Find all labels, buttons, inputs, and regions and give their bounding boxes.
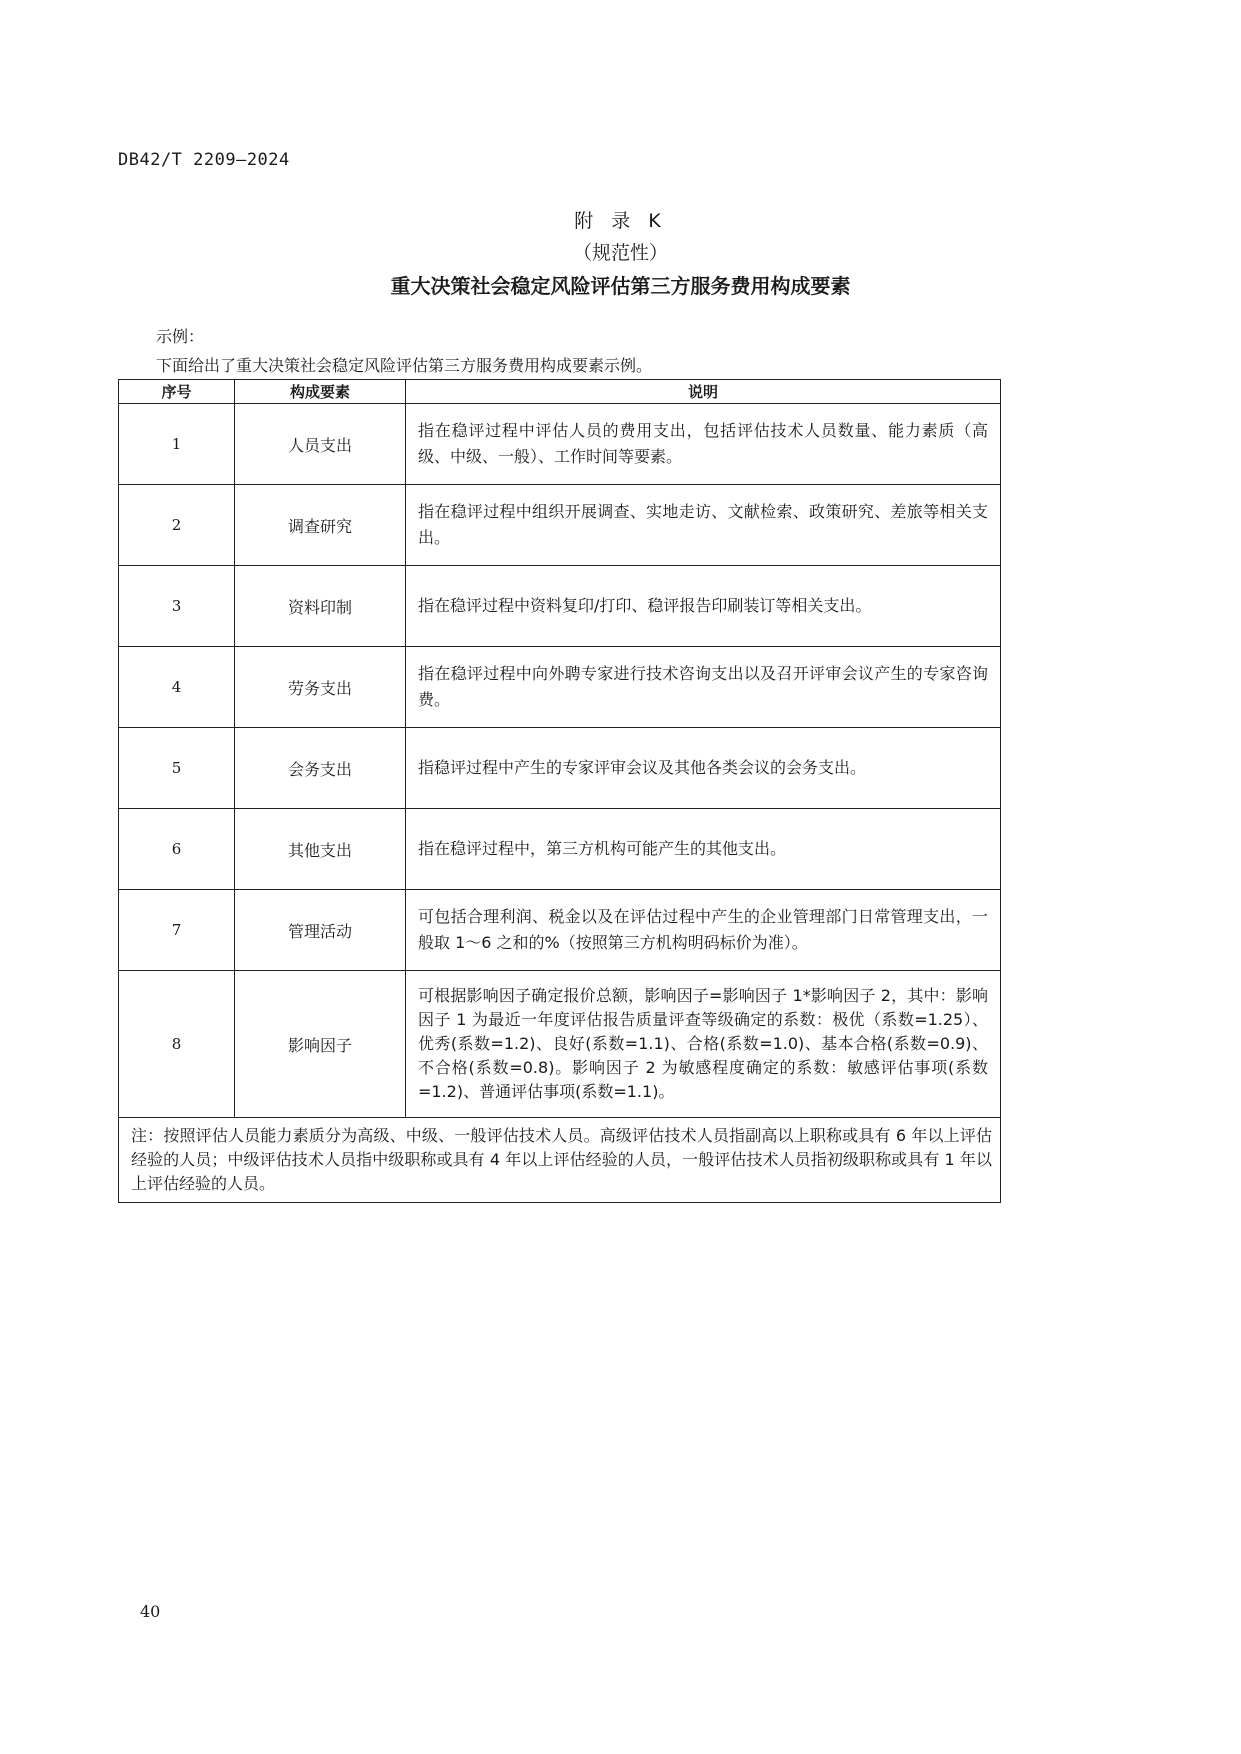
column-header-item: 构成要素 [235, 380, 406, 404]
table-row [119, 566, 1001, 647]
row-desc: 指在稳评过程中资料复印/打印、稳评报告印刷装订等相关支出。 [406, 566, 1001, 647]
row-item: 会务支出 [235, 728, 406, 809]
page-number: 40 [140, 1602, 161, 1621]
table-note-row [119, 1118, 1001, 1203]
appendix-nature: （规范性） [572, 242, 668, 264]
table-note: 注：按照评估人员能力素质分为高级、中级、一般评估技术人员。高级评估技术人员指副高以上职称或具有 6 年以上评估经验的人员；中级评估技术人员指中级职称或具有 4 年以上评估经验的人员，一般评估技术人员指初级职称或具有 1 年以上评估经验的人员。 [119, 1118, 1001, 1203]
row-no: 1 [119, 404, 235, 485]
row-item: 资料印制 [235, 566, 406, 647]
row-no: 5 [119, 728, 235, 809]
cost-elements-table [118, 379, 1001, 1203]
row-desc: 指在稳评过程中向外聘专家进行技术咨询支出以及召开评审会议产生的专家咨询费。 [406, 647, 1001, 728]
example-label: 示例： [156, 327, 205, 346]
row-desc: 指稳评过程中产生的专家评审会议及其他各类会议的会务支出。 [406, 728, 1001, 809]
column-header-no: 序号 [119, 380, 235, 404]
row-item: 其他支出 [235, 809, 406, 890]
table-row [119, 809, 1001, 890]
row-no: 8 [119, 971, 235, 1118]
row-no: 7 [119, 890, 235, 971]
row-no: 6 [119, 809, 235, 890]
row-no: 4 [119, 647, 235, 728]
appendix-label: 附 录 K [574, 210, 667, 232]
row-desc: 指在稳评过程中，第三方机构可能产生的其他支出。 [406, 809, 1001, 890]
row-item: 管理活动 [235, 890, 406, 971]
row-item: 人员支出 [235, 404, 406, 485]
table-row [119, 728, 1001, 809]
row-item: 影响因子 [235, 971, 406, 1118]
table-row [119, 971, 1001, 1118]
row-item: 调查研究 [235, 485, 406, 566]
column-header-desc: 说明 [406, 380, 1001, 404]
appendix-title: 重大决策社会稳定风险评估第三方服务费用构成要素 [390, 274, 851, 298]
table-row [119, 890, 1001, 971]
row-no: 3 [119, 566, 235, 647]
row-no: 2 [119, 485, 235, 566]
row-desc: 指在稳评过程中组织开展调查、实地走访、文献检索、政策研究、差旅等相关支出。 [406, 485, 1001, 566]
document-code: DB42/T 2209—2024 [118, 150, 290, 170]
table-row [119, 404, 1001, 485]
row-desc: 可包括合理利润、税金以及在评估过程中产生的企业管理部门日常管理支出，一般取 1～6 之和的%（按照第三方机构明码标价为准）。 [406, 890, 1001, 971]
table-header-row [119, 380, 1001, 404]
table-row [119, 485, 1001, 566]
row-item: 劳务支出 [235, 647, 406, 728]
example-lead-text: 下面给出了重大决策社会稳定风险评估第三方服务费用构成要素示例。 [156, 356, 653, 375]
row-desc: 指在稳评过程中评估人员的费用支出，包括评估技术人员数量、能力素质（高级、中级、一般）、工作时间等要素。 [406, 404, 1001, 485]
row-desc: 可根据影响因子确定报价总额，影响因子=影响因子 1*影响因子 2，其中：影响因子 1 为最近一年度评估报告质量评查等级确定的系数：极优（系数=1.25）、优秀(系数=1.2)、良好(系数=1.1)、合格(系数=1.0)、基本合格(系数=0.9)、不合格(系数=0.8)。影响因子 2 为敏感程度确定的系数：敏感评估事项(系数=1.2)、普通评估事项(系数=1.1)。 [406, 971, 1001, 1118]
table-row [119, 647, 1001, 728]
